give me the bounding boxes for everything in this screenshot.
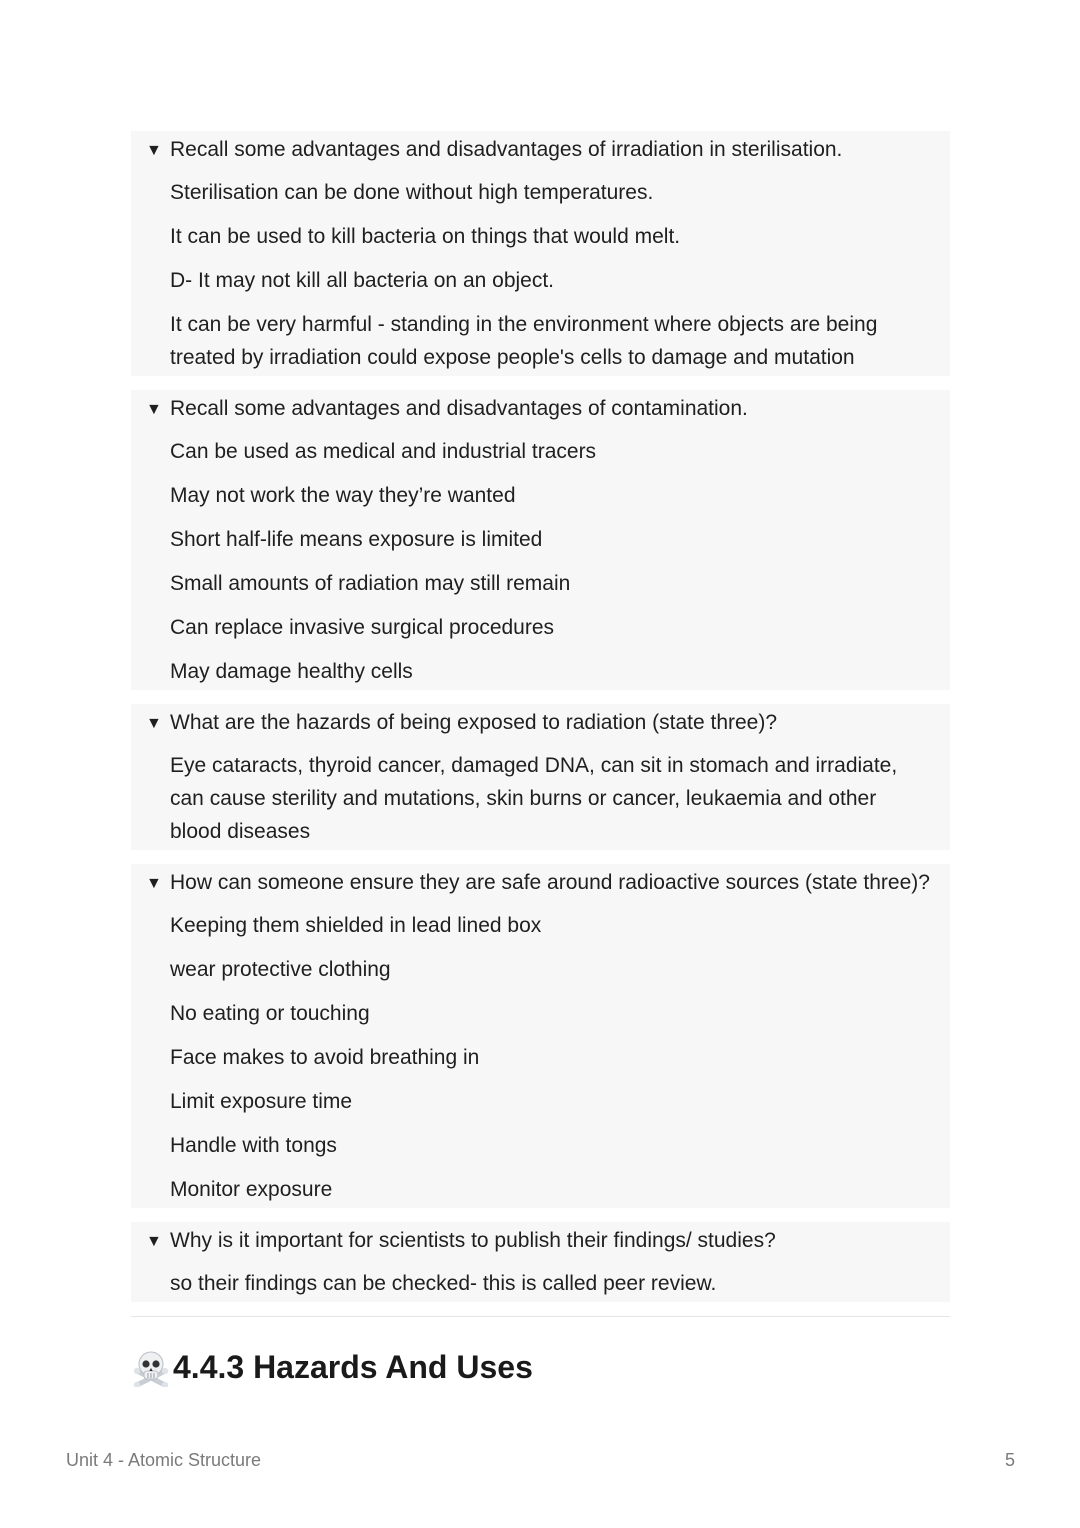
answer-line: Small amounts of radiation may still remain: [170, 572, 571, 595]
toggle-question: How can someone ensure they are safe around radioactive sources (state three)?: [170, 871, 930, 894]
toggle-question: Recall some advantages and disadvantages of contamination.: [170, 397, 748, 420]
toggle-summary[interactable]: [131, 1224, 950, 1258]
triangle-down-icon[interactable]: ▼: [146, 875, 162, 892]
answer-line: Monitor exposure: [170, 1178, 333, 1201]
toggle-question: What are the hazards of being exposed to radiation (state three)?: [170, 711, 778, 734]
toggle-body: [131, 176, 950, 374]
toggle-body: [131, 435, 950, 688]
section-title: 4.4.3 Hazards And Uses: [173, 1349, 533, 1385]
answer-line: Handle with tongs: [170, 1134, 337, 1157]
answer-line: Short half-life means exposure is limited: [170, 528, 543, 551]
skull-and-crossbones-icon: [131, 1347, 171, 1387]
section-divider: [131, 1316, 950, 1317]
page-content: [131, 131, 950, 1389]
toggle-question: Why is it important for scientists to publish their findings/ studies?: [170, 1229, 776, 1252]
toggle-block-safety[interactable]: [131, 864, 950, 1208]
toggle-summary[interactable]: [131, 706, 950, 740]
answer-line: Eye cataracts, thyroid cancer, damaged DNA, can sit in stomach and irradiate, can cause sterility and mutations, skin burns or cancer, leukaemia and other blood diseases: [170, 754, 898, 843]
triangle-down-icon[interactable]: ▼: [146, 142, 162, 159]
answer-line: Can be used as medical and industrial tracers: [170, 440, 597, 463]
toggle-block-publishing[interactable]: [131, 1222, 950, 1302]
footer-page-number: 5: [1004, 1450, 1015, 1470]
answer-line: May not work the way they’re wanted: [170, 484, 516, 507]
toggle-body: [131, 1267, 950, 1300]
answer-line: May damage healthy cells: [170, 660, 413, 683]
answer-line: wear protective clothing: [170, 958, 391, 981]
toggle-body: [131, 749, 950, 848]
toggle-body: [131, 909, 950, 1206]
answer-line: It can be very harmful - standing in the environment where objects are being treated by irradiation could expose people's cells to damage and mutation: [170, 313, 878, 369]
toggle-block-irradiation[interactable]: [131, 131, 950, 376]
toggle-summary[interactable]: [131, 392, 950, 426]
answer-line: Can replace invasive surgical procedures: [170, 616, 555, 639]
answer-line: Limit exposure time: [170, 1090, 353, 1113]
answer-line: It can be used to kill bacteria on things that would melt.: [170, 225, 681, 248]
answer-line: Face makes to avoid breathing in: [170, 1046, 480, 1069]
answer-line: so their findings can be checked- this is called peer review.: [170, 1272, 717, 1295]
answer-line: Keeping them shielded in lead lined box: [170, 914, 542, 937]
toggle-block-contamination[interactable]: [131, 390, 950, 690]
toggle-block-hazards[interactable]: [131, 704, 950, 850]
triangle-down-icon[interactable]: ▼: [146, 715, 162, 732]
answer-line: No eating or touching: [170, 1002, 370, 1025]
triangle-down-icon[interactable]: ▼: [146, 401, 162, 418]
toggle-summary[interactable]: [131, 133, 950, 167]
toggle-question: Recall some advantages and disadvantages of irradiation in sterilisation.: [170, 138, 843, 161]
section-heading: [131, 1345, 950, 1389]
footer-unit-label: Unit 4 - Atomic Structure: [66, 1450, 262, 1470]
answer-line: D- It may not kill all bacteria on an object.: [170, 269, 555, 292]
toggle-summary[interactable]: [131, 866, 950, 900]
triangle-down-icon[interactable]: ▼: [146, 1233, 162, 1250]
answer-line: Sterilisation can be done without high temperatures.: [170, 181, 654, 204]
